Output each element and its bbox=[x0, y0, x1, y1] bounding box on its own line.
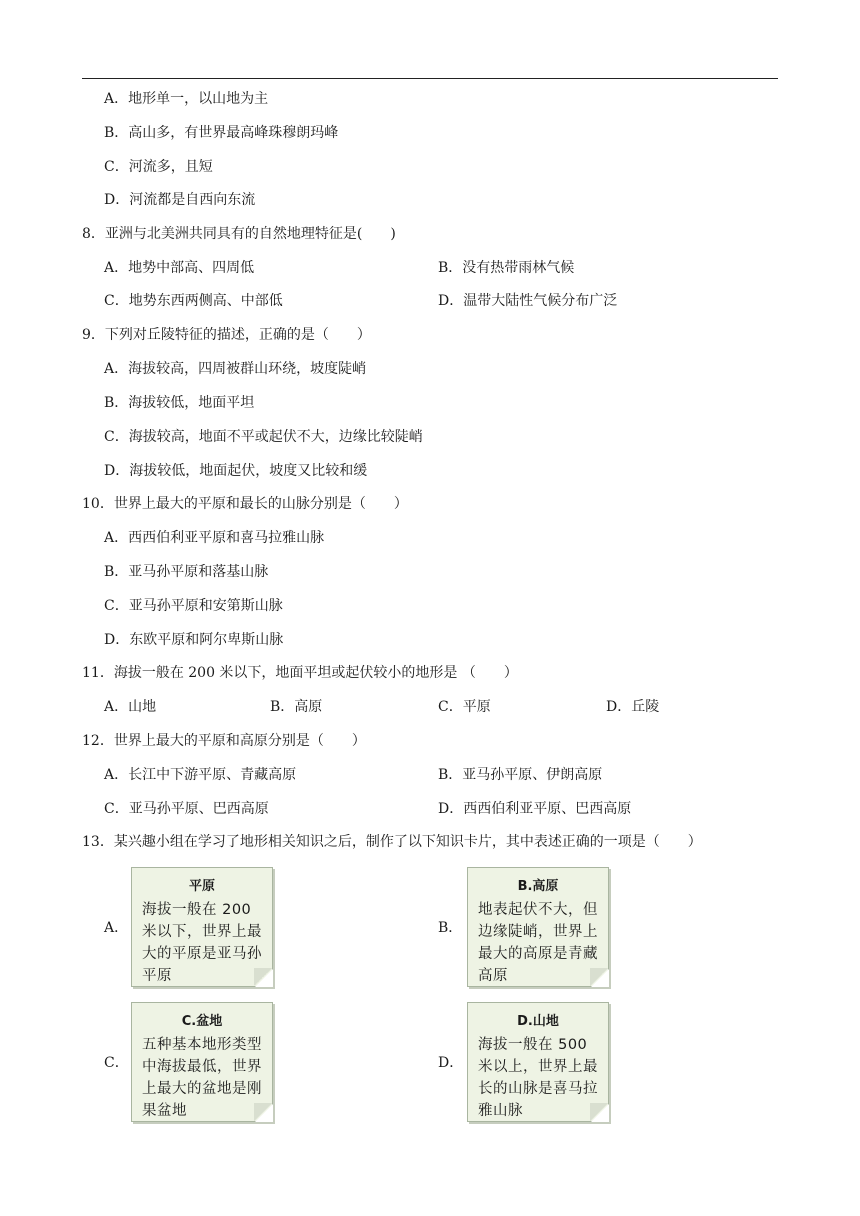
q10-stem: 10．世界上最大的平原和最长的山脉分别是（ ） bbox=[82, 496, 408, 512]
q10-option-d: D．东欧平原和阿尔卑斯山脉 bbox=[104, 632, 284, 648]
q7-option-d: D．河流都是自西向东流 bbox=[104, 192, 256, 208]
q9-option-c: C．海拔较高，地面不平或起伏不大，边缘比较陡峭 bbox=[104, 429, 423, 445]
q12-option-a: A．长江中下游平原、青藏高原 bbox=[104, 767, 297, 783]
q13-card-d-letter: D． bbox=[438, 1055, 464, 1071]
card-d-title: D.山地 bbox=[517, 1014, 559, 1029]
card-b-title: B.高原 bbox=[517, 879, 559, 894]
page-curl-icon bbox=[590, 968, 608, 986]
q8-option-c: C．地势东西两侧高、中部低 bbox=[104, 293, 283, 309]
card-c-body: 五种基本地形类型中海拔最低，世界上最大的盆地是刚果盆地 bbox=[142, 1037, 262, 1119]
q8-stem: 8．亚洲与北美洲共同具有的自然地理特征是( ) bbox=[82, 226, 396, 242]
q7-option-b: B．高山多，有世界最高峰珠穆朗玛峰 bbox=[104, 125, 339, 141]
q12-option-b: B．亚马孙平原、伊朗高原 bbox=[438, 767, 603, 783]
q9-stem: 9．下列对丘陵特征的描述，正确的是（ ） bbox=[82, 327, 371, 343]
q13-card-d bbox=[467, 1002, 609, 1122]
page-curl-icon bbox=[590, 1103, 608, 1121]
q13-card-b-letter: B． bbox=[438, 920, 463, 936]
q8-option-d: D．温带大陆性气候分布广泛 bbox=[438, 293, 618, 309]
q10-option-b: B．亚马孙平原和落基山脉 bbox=[104, 564, 269, 580]
q11-option-a: A．山地 bbox=[104, 699, 157, 715]
q7-option-a: A．地形单一，以山地为主 bbox=[104, 91, 269, 107]
card-d-body: 海拔一般在 500 米以上，世界上最长的山脉是喜马拉雅山脉 bbox=[478, 1037, 598, 1119]
q11-stem: 11．海拔一般在 200 米以下，地面平坦或起伏较小的地形是 （ ） bbox=[82, 665, 518, 681]
q10-option-a: A．西西伯利亚平原和喜马拉雅山脉 bbox=[104, 530, 325, 546]
q13-card-c bbox=[131, 1002, 273, 1122]
card-a-title: 平原 bbox=[188, 879, 215, 894]
q7-option-c: C．河流多，且短 bbox=[104, 159, 213, 175]
q12-stem: 12．世界上最大的平原和高原分别是（ ） bbox=[82, 733, 366, 749]
card-c-title: C.盆地 bbox=[181, 1014, 223, 1029]
header-rule bbox=[82, 78, 778, 79]
q11-option-c: C．平原 bbox=[438, 699, 491, 715]
q13-card-a bbox=[131, 867, 273, 987]
card-a-body: 海拔一般在 200 米以下，世界上最大的平原是亚马孙平原 bbox=[142, 902, 262, 984]
card-b-body: 地表起伏不大，但边缘陡峭，世界上最大的高原是青藏高原 bbox=[478, 902, 598, 984]
q8-option-b: B．没有热带雨林气候 bbox=[438, 260, 575, 276]
q11-option-b: B．高原 bbox=[270, 699, 323, 715]
q13-card-b bbox=[467, 867, 609, 987]
page-curl-icon bbox=[254, 968, 272, 986]
q9-option-a: A．海拔较高，四周被群山环绕，坡度陡峭 bbox=[104, 361, 367, 377]
q12-option-d: D．西西伯利亚平原、巴西高原 bbox=[438, 801, 632, 817]
q13-stem: 13．某兴趣小组在学习了地形相关知识之后，制作了以下知识卡片，其中表述正确的一项是（ ） bbox=[82, 834, 702, 850]
q13-card-c-letter: C． bbox=[104, 1055, 129, 1071]
q9-option-b: B．海拔较低，地面平坦 bbox=[104, 395, 255, 411]
q9-option-d: D．海拔较低，地面起伏，坡度又比较和缓 bbox=[104, 463, 368, 479]
page-curl-icon bbox=[254, 1103, 272, 1121]
q13-card-a-letter: A． bbox=[104, 920, 129, 936]
q8-option-a: A．地势中部高、四周低 bbox=[104, 260, 255, 276]
q12-option-c: C．亚马孙平原、巴西高原 bbox=[104, 801, 269, 817]
q11-option-d: D．丘陵 bbox=[606, 699, 660, 715]
q10-option-c: C．亚马孙平原和安第斯山脉 bbox=[104, 598, 283, 614]
